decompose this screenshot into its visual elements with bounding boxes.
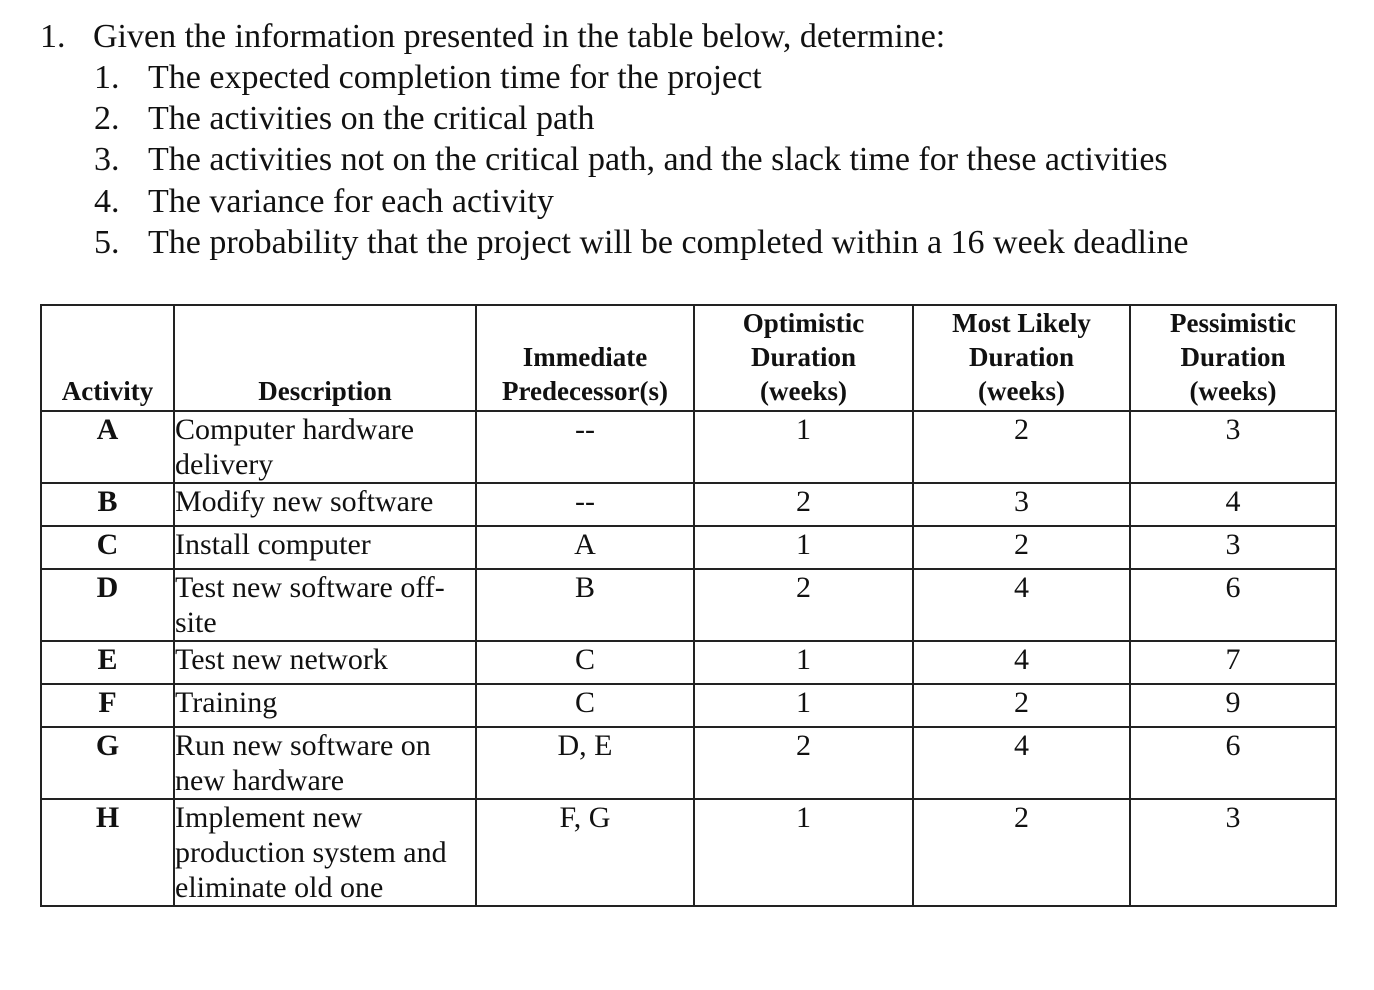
table-row xyxy=(41,411,1336,483)
optimistic-cell: 1 xyxy=(694,799,913,906)
header-pessimistic: Pessimistic Duration (weeks) xyxy=(1130,305,1336,411)
pessimistic-cell: 6 xyxy=(1130,727,1336,799)
pessimistic-cell: 3 xyxy=(1130,799,1336,906)
predecessor-cell: B xyxy=(476,569,694,641)
description-cell: Modify new software xyxy=(174,483,476,526)
predecessor-cell: F, G xyxy=(476,799,694,906)
predecessor-cell: C xyxy=(476,641,694,684)
pessimistic-cell: 9 xyxy=(1130,684,1336,727)
activity-cell: E xyxy=(41,641,174,684)
optimistic-cell: 2 xyxy=(694,569,913,641)
activity-cell: A xyxy=(41,411,174,483)
pessimistic-cell: 3 xyxy=(1130,526,1336,569)
description-cell: Training xyxy=(174,684,476,727)
table-row xyxy=(41,526,1336,569)
table-row xyxy=(41,483,1336,526)
activity-cell: D xyxy=(41,569,174,641)
predecessor-cell: -- xyxy=(476,483,694,526)
predecessor-cell: A xyxy=(476,526,694,569)
optimistic-cell: 2 xyxy=(694,727,913,799)
question-item-number: 3. xyxy=(94,141,120,178)
most-likely-cell: 4 xyxy=(913,727,1130,799)
most-likely-cell: 2 xyxy=(913,684,1130,727)
optimistic-cell: 1 xyxy=(694,641,913,684)
question-item-text: The probability that the project will be completed within a 16 week deadline xyxy=(148,224,1189,261)
pessimistic-cell: 6 xyxy=(1130,569,1336,641)
pessimistic-cell: 4 xyxy=(1130,483,1336,526)
table-row xyxy=(41,569,1336,641)
activity-cell: F xyxy=(41,684,174,727)
activity-cell: C xyxy=(41,526,174,569)
description-cell: Implement new production system and eliminate old one xyxy=(174,799,476,906)
question-number: 1. xyxy=(40,18,66,55)
question-item-text: The expected completion time for the project xyxy=(148,59,762,96)
question-item-text: The activities not on the critical path, and the slack time for these activities xyxy=(148,141,1168,178)
table-row xyxy=(41,684,1336,727)
header-predecessors: Immediate Predecessor(s) xyxy=(476,305,694,411)
question-item-text: The activities on the critical path xyxy=(148,100,595,137)
predecessor-cell: -- xyxy=(476,411,694,483)
header-most-likely: Most Likely Duration (weeks) xyxy=(913,305,1130,411)
description-cell: Test new network xyxy=(174,641,476,684)
table-row xyxy=(41,641,1336,684)
description-cell: Run new software on new hardware xyxy=(174,727,476,799)
optimistic-cell: 1 xyxy=(694,526,913,569)
table-row xyxy=(41,799,1336,906)
most-likely-cell: 2 xyxy=(913,799,1130,906)
predecessor-cell: C xyxy=(476,684,694,727)
question-item-number: 1. xyxy=(94,59,120,96)
question-item-number: 5. xyxy=(94,224,120,261)
most-likely-cell: 4 xyxy=(913,641,1130,684)
optimistic-cell: 1 xyxy=(694,411,913,483)
most-likely-cell: 4 xyxy=(913,569,1130,641)
activity-cell: B xyxy=(41,483,174,526)
activity-cell: H xyxy=(41,799,174,906)
question-prompt: Given the information presented in the table below, determine: xyxy=(93,18,946,55)
most-likely-cell: 3 xyxy=(913,483,1130,526)
description-cell: Install computer xyxy=(174,526,476,569)
question-item-number: 2. xyxy=(94,100,120,137)
header-optimistic: Optimistic Duration (weeks) xyxy=(694,305,913,411)
table-header-row xyxy=(41,305,1336,411)
most-likely-cell: 2 xyxy=(913,526,1130,569)
description-cell: Test new software off-site xyxy=(174,569,476,641)
activity-table xyxy=(40,304,1337,907)
most-likely-cell: 2 xyxy=(913,411,1130,483)
table-row xyxy=(41,727,1336,799)
question-item-text: The variance for each activity xyxy=(148,183,554,220)
optimistic-cell: 1 xyxy=(694,684,913,727)
activity-cell: G xyxy=(41,727,174,799)
description-cell: Computer hardware delivery xyxy=(174,411,476,483)
pessimistic-cell: 3 xyxy=(1130,411,1336,483)
header-activity: Activity xyxy=(41,305,174,411)
pessimistic-cell: 7 xyxy=(1130,641,1336,684)
header-description: Description xyxy=(174,305,476,411)
predecessor-cell: D, E xyxy=(476,727,694,799)
optimistic-cell: 2 xyxy=(694,483,913,526)
question-item-number: 4. xyxy=(94,183,120,220)
